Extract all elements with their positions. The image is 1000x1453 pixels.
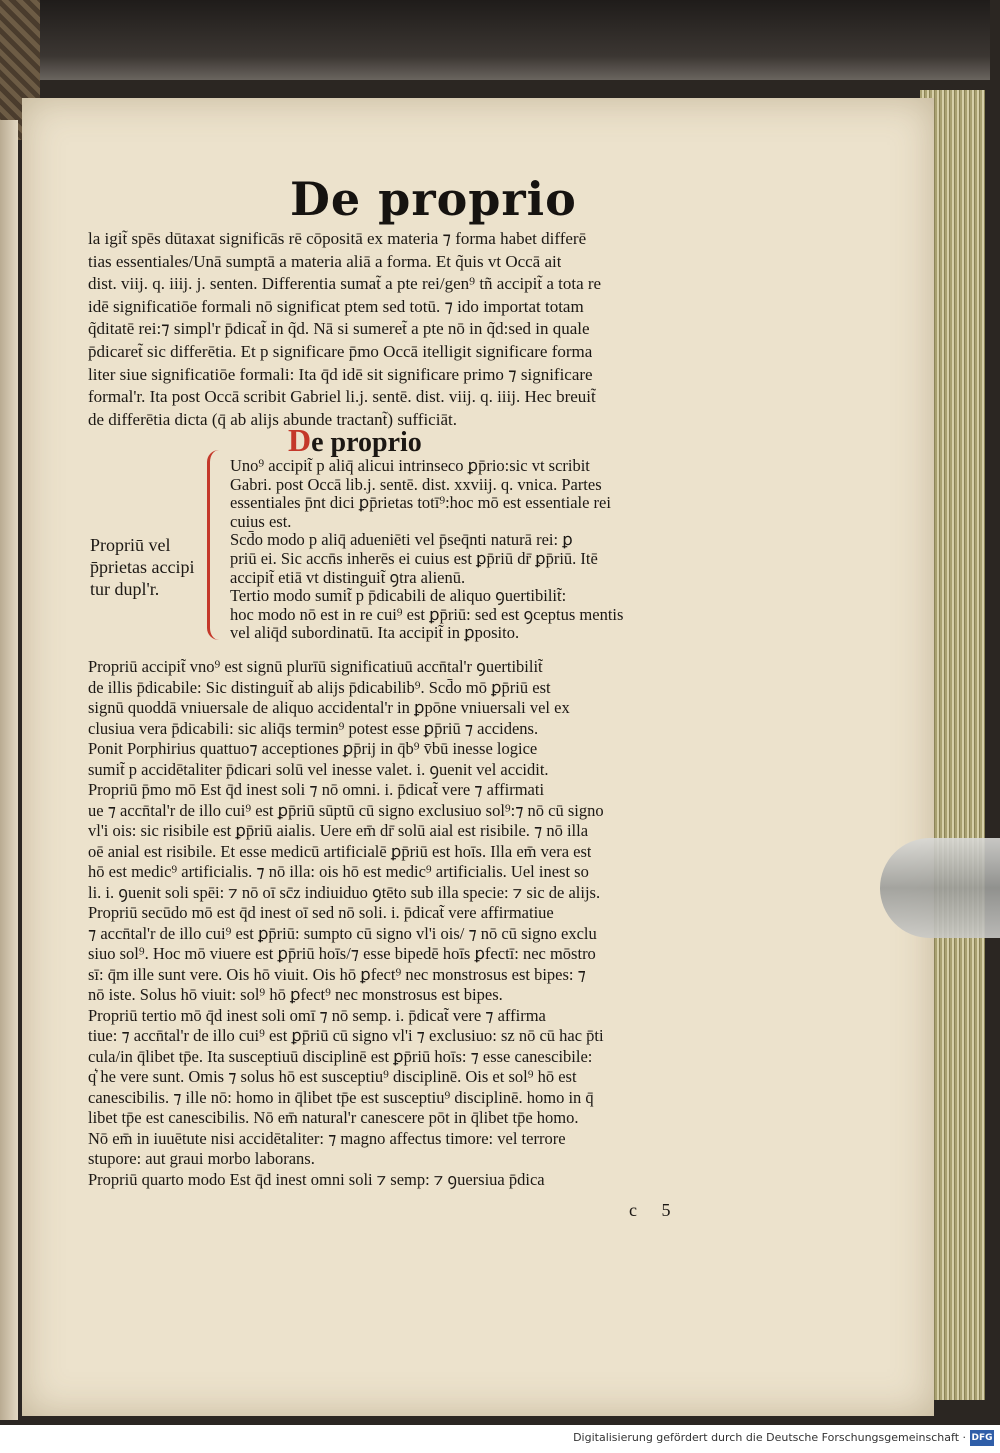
text-line: hō est medic⁹ artificialis. ⁊ nō illa: ois hō est medic⁹ artificialis. Uel inest so bbox=[88, 862, 589, 881]
text-line: siuo sol⁹. Hoc mō viuere est ꝑp̄riū hoīs/⁊ esse bipedē hoīs ꝑfectī: nec mōstro bbox=[88, 944, 596, 963]
marginal-note-line: Propriū vel bbox=[90, 535, 171, 555]
marginal-note bbox=[90, 534, 194, 600]
text-line: de illis p̄dicabile: Sic distinguit̃ ab alijs p̄dicabilib⁹. Scd̄o mō ꝑp̄riū est bbox=[88, 677, 551, 697]
text-line: Nō em̄ in iuuētute nisi accidētaliter: ⁊ magno affectus timore: vel terrore bbox=[88, 1128, 566, 1148]
text-line: cuius est. bbox=[230, 511, 292, 531]
text-line: sumit̃ p accidētaliter p̄dicari solū vel inesse valet. i. ꝯuenit vel accidit. bbox=[88, 759, 549, 779]
footer-bar bbox=[0, 1425, 1000, 1453]
text-line: tiue: ⁊ accn̄tal'r de illo cui⁹ est ꝑp̄riū cū signo vl'i ⁊ exclusiuo: sz nō cū hac p̄ti bbox=[88, 1026, 604, 1045]
text-line: Gabri. post Occā lib.j. sentē. dist. xxviij. q. vnica. Partes bbox=[230, 474, 602, 494]
text-line: p̄dicaret̃ sic differētia. Et p significare p̄mo Occā itelligit significare forma bbox=[88, 342, 593, 361]
left-page-edge bbox=[0, 120, 18, 1420]
text-line: hoc modo nō est in re cui⁹ est ꝑp̄riū: sed est ꝯceptus mentis bbox=[230, 604, 624, 624]
text-line: q͛ he vere sunt. Omis ⁊ solus hō est susceptiu⁹ disciplinē. Ois et sol⁹ hō est bbox=[88, 1067, 577, 1086]
page-clip bbox=[880, 838, 1000, 938]
text-line: Propriū tertio mō q̄d inest soli omī ⁊ nō semp. i. p̄dicat̃ vere ⁊ affirma bbox=[88, 1005, 546, 1025]
text-line: canescibilis. ⁊ ille nō: homo in q̄libet tp̄e est susceptiu⁹ disciplinē. homo in q̄ bbox=[88, 1087, 594, 1107]
marginal-note-line: tur dupl'r. bbox=[90, 579, 160, 599]
text-line: Tertio modo sumit̃ p p̄dicabili de aliquo ꝯuertibilit̃: bbox=[230, 586, 567, 606]
text-line: Propriū p̄mo mō Est q̄d inest soli ⁊ nō omni. i. p̄dicat̃ vere ⁊ affirmati bbox=[88, 780, 545, 799]
section-heading bbox=[288, 422, 422, 459]
text-line: ⁊ accn̄tal'r de illo cui⁹ est ꝑp̄riū: sumpto cū signo vl'i ois/ ⁊ nō cū signo exclu bbox=[88, 923, 597, 943]
text-line: ue ⁊ accn̄tal'r de illo cui⁹ est ꝑp̄riū sūptū cū signo exclusiuo sol⁹:⁊ nō cū signo bbox=[88, 800, 604, 820]
text-line: stupore: aut graui morbo laborans. bbox=[88, 1149, 315, 1168]
text-line: dist. viij. q. iiij. j. senten. Differentia sumat̃ a pte rei/gen⁹ tñ accipit̃ a tota re bbox=[88, 274, 602, 294]
text-line: formal'r. Ita post Occā scribit Gabriel li.j. sentē. dist. viij. q. iiij. Hec breuit̃ bbox=[88, 387, 596, 407]
text-line: liter siue significatiōe formali: Ita q̄d idē sit significare primo ⁊ significare bbox=[88, 364, 593, 384]
text-line: clusiua vera p̄dicabili: sic aliq̄s termin⁹ potest esse ꝑp̄riū ⁊ accidens. bbox=[88, 718, 539, 738]
book-cover-top bbox=[30, 0, 990, 80]
text-line: de differētia dicta (q̄ ab alijs abunde tractant̃) sufficiāt. bbox=[88, 409, 457, 429]
text-line: vel aliq̄d subordinatū. Ita accipit̃ in ꝑposito. bbox=[230, 623, 520, 643]
section-heading-text: e proprio bbox=[311, 427, 422, 458]
text-line: Ponit Porphirius quattuo⁊ acceptiones ꝑp̄rij in q̄b⁹ v̄bū inesse logice bbox=[88, 739, 538, 758]
text-line: Scd̄o modo p aliq̄ adueniēti vel p̄seq̄nti naturā rei: ꝑ bbox=[230, 530, 573, 550]
rubric-initial: D bbox=[288, 422, 312, 458]
text-line: q̃ditatē rei:⁊ simpl'r p̄dicat̃ in q̃d. Nā si sumeret̃ a pte nō in q̃d:sed in quale bbox=[88, 319, 590, 339]
text-line: nō iste. Solus hō viuit: sol⁹ hō ꝑfect⁹ nec monstrosus est bipes. bbox=[88, 985, 503, 1004]
text-line: cula/in q̄libet tp̄e. Ita susceptiuū disciplinē est ꝑp̄riū hoīs: ⁊ esse canescibile: bbox=[88, 1046, 593, 1066]
dfg-logo: DFG bbox=[970, 1430, 994, 1446]
text-line: oē anial est risibile. Et esse medicū artificialē ꝑp̄riū est hoīs. Illa em̄ vera est bbox=[88, 841, 592, 861]
text-line: Propriū accipit̃ vno⁹ est signū plurīū significatiuū accn̄tal'r ꝯuertibilit̃ bbox=[88, 657, 543, 676]
text-line: li. i. ꝯuenit soli spēi: ⁊ nō oī sc̄z indiuiduo ꝯtēto sub illa specie: ⁊ sic de alijs. bbox=[88, 882, 601, 902]
signature-mark: c 5 bbox=[629, 1200, 681, 1220]
text-line: Propriū secūdo mō est q̄d inest oī sed nō soli. i. p̄dicat̃ vere affirmatiue bbox=[88, 903, 554, 922]
text-line: accipit̃ etiā vt distinguit̃ ꝯtra alienū. bbox=[230, 567, 466, 587]
text-line: idē significatiōe formali nō significat ptem sed totū. ⁊ ido importat totam bbox=[88, 296, 584, 316]
text-line: priū ei. Sic accn̄s inherēs ei cuius est ꝑp̄riū dr̄ ꝑp̄riū. Itē bbox=[230, 549, 598, 568]
text-line: Propriū quarto modo Est q̄d inest omni soli ⁊ semp: ⁊ ꝯuersiua p̄dica bbox=[88, 1169, 545, 1189]
text-line: tias essentiales/Unā sumptā a materia aliā a forma. Et q̃uis vt Occā ait bbox=[88, 251, 562, 271]
text-line: libet tp̄e est canescibilis. Nō em̄ natural'r canescere pōt in q̄libet tp̄e homo. bbox=[88, 1108, 579, 1127]
marginal-note-line: p̄prietas accipi bbox=[90, 557, 195, 577]
text-line: la igit̃ spēs dūtaxat significās rē cōpositā ex materia ⁊ forma habet differē bbox=[88, 229, 587, 248]
footer-credit: Digitalisierung gefördert durch die Deutsche Forschungsgemeinschaft · bbox=[573, 1431, 966, 1444]
red-brace bbox=[207, 450, 224, 640]
text-line: vl'i ois: sic risibile est ꝑp̄riū aialis. Uere em̄ dr̄ solū aial est risibile. ⁊ nō illa bbox=[88, 821, 589, 840]
text-line: sī: q̄m ille sunt vere. Ois hō viuit. Ois hō ꝑfect⁹ nec monstrosus est bipes: ⁊ bbox=[88, 964, 586, 984]
text-line: signū quoddā vniuersale de aliquo accidental'r in ꝑpōne vniuersali vel ex bbox=[88, 698, 570, 717]
page-title: De proprio bbox=[290, 172, 577, 226]
text-line: essentiales p̄nt dici ꝑp̄rietas totī⁹:hoc mō est essentiale rei bbox=[230, 493, 611, 513]
text-line: Uno⁹ accipit̃ p aliq̄ alicui intrinseco ꝑp̄rio:sic vt scribit bbox=[230, 456, 590, 475]
